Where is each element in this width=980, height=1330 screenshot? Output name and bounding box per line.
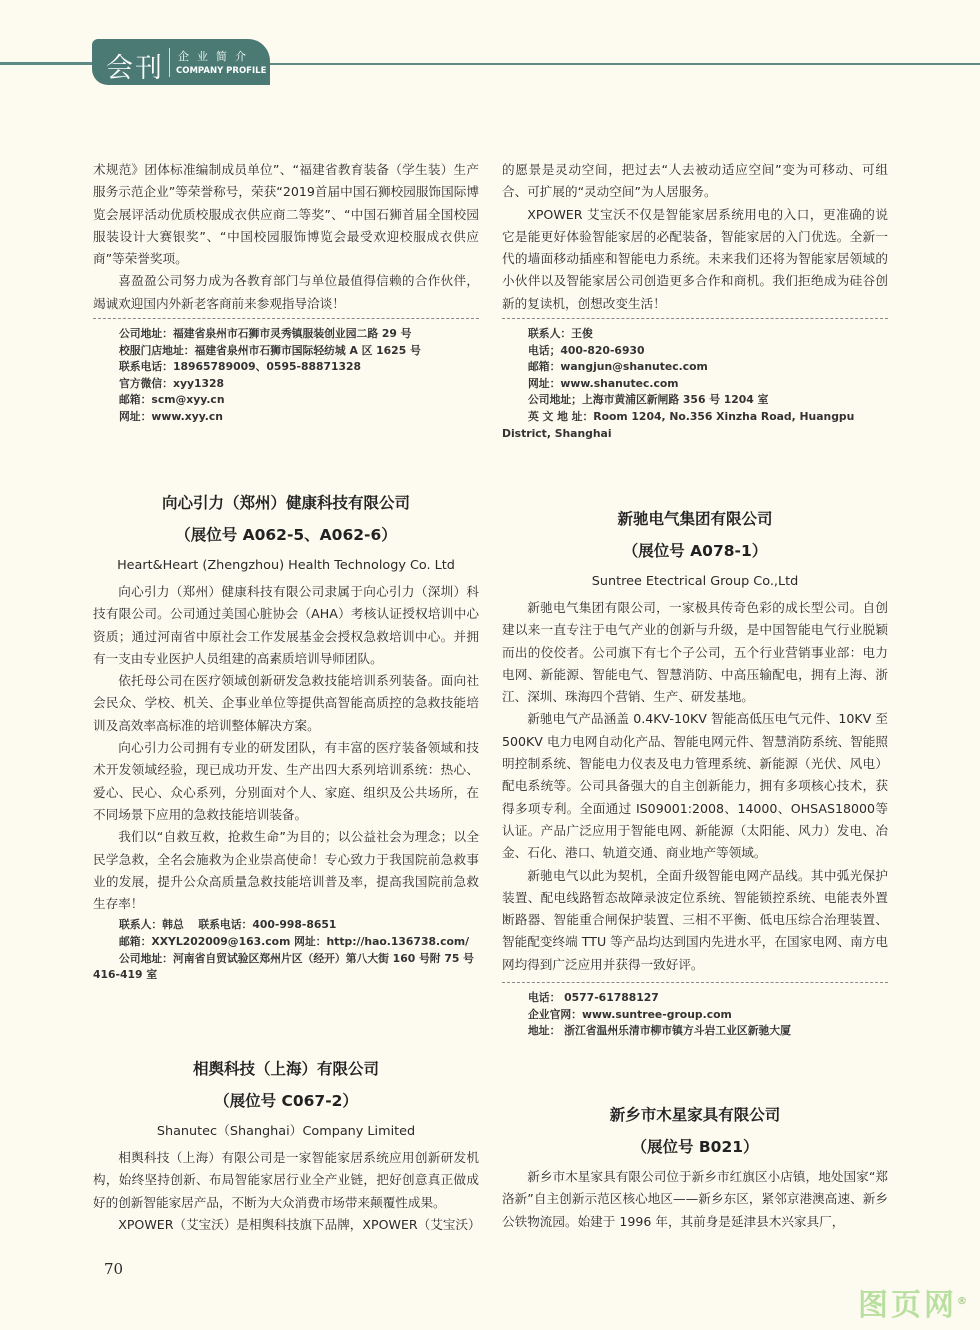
contact-line: 电话： 0577-61788127 — [528, 991, 659, 1005]
right-intro — [502, 159, 888, 315]
watermark-logo — [858, 1280, 970, 1324]
booth-number: （展位号 B021） — [631, 1138, 759, 1156]
contact-block — [502, 326, 888, 442]
page-number: 70 — [104, 1260, 124, 1278]
contact-line: 地址： 浙江省温州乐清市柳市镇方斗岩工业区新驰大厦 — [528, 1024, 791, 1038]
paragraph: 我们以“自救互救，抢救生命”为目的；以公益社会为理念；以全民学急救，全名会施救为企业崇高使命！专心致力于我国院前急救事业的发展，提升公众高质量急救技能培训普及率，提高我国院前急救生存率！ — [93, 829, 479, 912]
divider — [502, 982, 888, 983]
header-rule-left — [0, 62, 94, 65]
paragraph: 喜盈盈公司努力成为各教育部门与单位最值得信赖的合作伙伴，竭诚欢迎国内外新老客商前来参观指导洽谈！ — [93, 273, 479, 311]
contact-line: 联系电话：18965789009、0595-88871328 — [119, 360, 362, 374]
company-name: 向心引力（郑州）健康科技有限公司 — [161, 494, 410, 512]
company-entry — [502, 503, 888, 1040]
paragraph: 新驰电气以此为契机，全面升级智能电网产品线。其中弧光保护装置、配电线路暂态故障录波定位系统、智能锁控系统、电能表外置断路器、智能重合闸保护装置、三相不平衡、低电压综合治理装置、智能配变终端 TTU 等产品均达到国内先进水平，在国家电网、南方电网均得到广泛应用并获得一致好评。 — [502, 867, 888, 972]
booth-number: （展位号 A078-1） — [622, 542, 768, 560]
company-entry — [502, 1099, 888, 1233]
paragraph: 的愿景是灵动空间，把过去“人去被动适应空间”变为可移动、可组合、可扩展的“灵动空间”为人居服务。 — [502, 162, 888, 200]
contact-block — [93, 917, 479, 983]
paragraph: 术规范》团体标准编制成员单位”、“福建省教育装备（学生装）生产服务示范企业”等荣誉称号，荣获“2019首届中国石狮校园服饰国际博览会展评活动优质校服成衣供应商二等奖”、“中国石狮首届全国校园服装设计大赛银奖”、“中国校园服饰博览会最受欢迎校服成衣供应商”等荣誉奖项。 — [93, 162, 479, 267]
contact-line: 邮箱：wangjun@shanutec.com — [528, 360, 708, 374]
paragraph: 新驰电气集团有限公司，一家极具传奇色彩的成长型公司。自创建以来一直专注于电气产业的创新与升级，是中国智能电气行业脱颖而出的佼佼者。公司旗下有七个子公司，五个行业营销事业部：电力电网、新能源、智能电气、智慧消防、中高压输配电，拥有上海、浙江、深圳、珠海四个营销、生产、研发基地。 — [502, 600, 888, 705]
paragraph: XPOWER 艾宝沃不仅是智能家居系统用电的入口，更准确的说它是能更好体验智能家居的必配装备，智能家居的入门优选。全新一代的墙面移动插座和智能电力系统。未来我们还将为智能家居领域的小伙伴以及智能家居公司创造更多合作和商机。我们拒绝成为硅谷创新的复读机，创想改变生活！ — [502, 206, 888, 311]
watermark-text: 图页网 — [858, 1288, 957, 1323]
company-name: 新驰电气集团有限公司 — [617, 510, 773, 528]
paragraph: 新乡市木星家具有限公司位于新乡市红旗区小店镇，地处国家“郑洛新”自主创新示范区核心地区——新乡东区，紧邻京港澳高速、新乡公铁物流园。始建于 1996 年，其前身是延津县木兴家具厂， — [502, 1169, 888, 1229]
contact-block — [502, 990, 888, 1040]
company-english-name: Suntree Etectrical Group Co.,Ltd — [591, 574, 799, 589]
booth-number: （展位号 A062-5、A062-6） — [175, 526, 397, 544]
company-name: 相舆科技（上海）有限公司 — [192, 1060, 379, 1078]
company-english-name: Heart&Heart (Zhengzhou) Health Technology Co. Ltd — [117, 558, 455, 573]
contact-line: 公司地址：福建省泉州市石狮市灵秀镇服装创业园二路 29 号 — [119, 327, 412, 340]
paragraph: 相舆科技（上海）有限公司是一家智能家居系统应用创新研发机构，始终坚持创新、布局智能家居行业全产业链，把好创意真正做成好的创新智能家居产品，不断为大众消费市场带来颠覆性成果。 — [93, 1150, 479, 1210]
paragraph: 新驰电气产品涵盖 0.4KV-10KV 智能高低压电气元件、10KV 至500KV 电力电网自动化产品、智能电网元件、智慧消防系统、智能照明控制系统、智能电力仪表及电力管理系统、新能源（光伏、风电）配电系统等。公司具备强大的自主创新能力，拥有多项核心技术，获得多项专利。全面通过 IS09001:2008、14000、OHSAS18000等认证。产品广泛应用于智能电网、新能源（太阳能、风力）发电、冶金、石化、港口、轨道交通、商业地产等领域。 — [502, 711, 888, 861]
contact-line: 英 文 地 址：Room 1204, No.356 Xinzha Road, Huangpu District, Shanghai — [502, 409, 855, 440]
divider — [93, 318, 479, 319]
company-name: 新乡市木星家具有限公司 — [609, 1106, 781, 1124]
contact-line: 邮箱：XXYL202009@163.com 网址：http://hao.136738.com/ — [119, 935, 470, 949]
paragraph: 向心引力公司拥有专业的研发团队，有丰富的医疗装备领域和技术开发领域经验，现已成功开发、生产出四大系列培训系统：热心、爱心、民心、众心系列，分别面对个人、家庭、组织及公共场所，在不同场景下应用的急救技能培训装备。 — [93, 740, 479, 822]
contact-line: 网址：www.shanutec.com — [528, 376, 679, 390]
badge-divider — [169, 48, 170, 77]
contact-line: 邮箱：scm@xyy.cn — [119, 393, 225, 407]
contact-block — [93, 326, 479, 426]
company-english-name: Shanutec（Shanghai）Company Limited — [156, 1124, 416, 1139]
contact-line: 公司地址：河南省自贸试验区郑州片区（经开）第八大街 160 号附 75 号 416-419 室 — [93, 951, 474, 982]
contact-line: 校服门店地址：福建省泉州市石狮市国际轻纺城 A 区 1625 号 — [119, 343, 421, 357]
paragraph: 向心引力（郑州）健康科技有限公司隶属于向心引力（深圳）科技有限公司。公司通过美国心脏协会（AHA）考核认证授权培训中心资质；通过河南省中原社会工作发展基金会授权急救培训中心。并拥有一支由专业医护人员组建的高素质培训导师团队。 — [93, 584, 479, 666]
company-entry — [93, 487, 479, 984]
badge-title: 会刊 — [106, 53, 164, 84]
contact-line: 联系人：王俊 — [528, 327, 593, 340]
contact-line: 官方微信：xyy1328 — [119, 376, 225, 390]
divider — [502, 318, 888, 319]
contact-line: 公司地址；上海市黄浦区新闸路 356 号 1204 室 — [528, 393, 769, 407]
left-intro — [93, 159, 479, 315]
contact-line: 联系人：韩总 联系电话：400-998-8651 — [119, 918, 337, 932]
registered-mark: ® — [957, 1296, 970, 1307]
contact-line: 网址：www.xyy.cn — [119, 409, 223, 423]
company-entry — [93, 1053, 479, 1236]
contact-line: 电话；400-820-6930 — [528, 343, 645, 357]
contact-line: 企业官网：www.suntree-group.com — [528, 1007, 732, 1021]
paragraph: 依托母公司在医疗领域创新研发急救技能培训系列装备。面向社会民众、学校、机关、企事业单位等提供高智能高质控的急救技能培训及高效率高标准的培训整体解决方案。 — [93, 673, 479, 733]
paragraph: XPOWER（艾宝沃）是相舆科技旗下品牌，XPOWER（艾宝沃） — [118, 1216, 481, 1232]
booth-number: （展位号 C067-2） — [214, 1092, 358, 1110]
badge-section-en: COMPANY PROFILE — [176, 66, 267, 76]
section-badge — [92, 39, 270, 85]
badge-section-cn: 企业简介 — [178, 50, 254, 63]
header-rule-right — [268, 63, 980, 65]
